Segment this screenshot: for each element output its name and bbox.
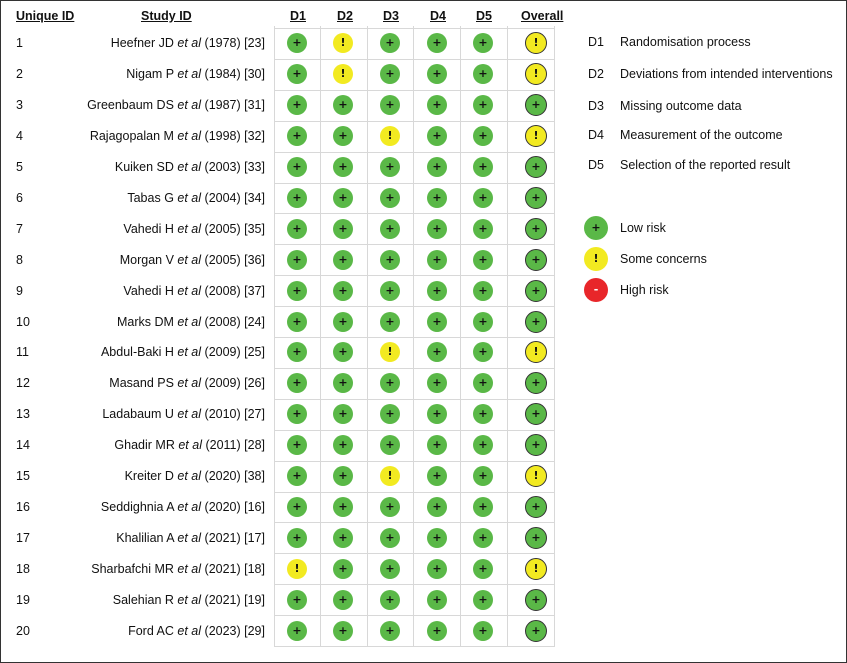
study-etal: et al: [177, 561, 202, 576]
grid-row-line: [274, 90, 554, 91]
unique-id: 12: [16, 376, 30, 391]
grid-row-line: [274, 183, 554, 184]
domain-legend-key: D4: [588, 128, 604, 142]
study-etal: et al: [177, 160, 202, 175]
grid-row-line: [274, 553, 554, 554]
judgement-d1-low: +: [287, 219, 307, 239]
study-etal: et al: [177, 283, 202, 298]
study-author: Salehian R: [112, 592, 174, 607]
study-etal: et al: [177, 623, 202, 638]
grid-row-line: [274, 430, 554, 431]
grid-row-line: [274, 213, 554, 214]
judgement-d3-low: +: [380, 188, 400, 208]
judgement-d1-low: +: [287, 312, 307, 332]
judgement-d4-low: +: [427, 126, 447, 146]
judgement-d3-low: +: [380, 590, 400, 610]
judgement-d5-low: +: [473, 404, 493, 424]
judgement-d3-low: +: [380, 219, 400, 239]
study-id: [128, 624, 265, 638]
study-id: [116, 531, 265, 545]
grid-row-line: [274, 152, 554, 153]
judgement-d4-low: +: [427, 157, 447, 177]
judgement-d3-low: +: [380, 497, 400, 517]
study-author: Kreiter D: [124, 469, 174, 484]
judgement-d1-low: +: [287, 497, 307, 517]
unique-id: 7: [16, 221, 23, 236]
judgement-d3-low: +: [380, 250, 400, 270]
judgement-d4-low: +: [427, 621, 447, 641]
study-etal: et al: [177, 36, 202, 51]
judgement-d2-low: +: [333, 312, 353, 332]
judgement-d3-some: !: [380, 126, 400, 146]
study-author: Nigam P: [126, 67, 174, 82]
judgement-d5-low: +: [473, 497, 493, 517]
judgement-d5-low: +: [473, 435, 493, 455]
study-author: Rajagopalan M: [89, 129, 174, 144]
judgement-d2-low: +: [333, 157, 353, 177]
grid-row-line: [274, 275, 554, 276]
judgement-d1-some: !: [287, 559, 307, 579]
study-etal: et al: [177, 129, 202, 144]
unique-id: 16: [16, 499, 30, 514]
study-etal: et al: [177, 252, 202, 267]
study-etal: et al: [177, 499, 202, 514]
domain-legend-label: Deviations from intended interventions: [620, 67, 833, 81]
unique-id: 10: [16, 314, 30, 329]
judgement-d3-low: +: [380, 95, 400, 115]
judgement-overall-low: +: [525, 620, 547, 642]
study-etal: et al: [177, 592, 202, 607]
judgement-d2-low: +: [333, 621, 353, 641]
judgement-d3-low: +: [380, 64, 400, 84]
study-year-ref: (2021) [18]: [204, 561, 265, 576]
judgement-d2-some: !: [333, 33, 353, 53]
legend-high-icon: -: [584, 278, 608, 302]
legend-low-icon: +: [584, 216, 608, 240]
study-year-ref: (2003) [33]: [204, 160, 265, 175]
judgement-d3-low: +: [380, 312, 400, 332]
judgement-d5-low: +: [473, 157, 493, 177]
study-id: [102, 407, 265, 421]
header-d1: D1: [290, 9, 306, 23]
grid-row-line: [274, 522, 554, 523]
study-year-ref: (2021) [19]: [204, 592, 265, 607]
study-year-ref: (2009) [26]: [204, 376, 265, 391]
judgement-overall-some: !: [525, 63, 547, 85]
study-author: Khalilian A: [116, 530, 174, 545]
judgement-overall-some: !: [525, 125, 547, 147]
study-author: Ghadir MR: [114, 438, 175, 453]
grid-row-line: [274, 368, 554, 369]
unique-id: 18: [16, 561, 30, 576]
judgement-d1-low: +: [287, 33, 307, 53]
judgement-d4-low: +: [427, 342, 447, 362]
study-etal: et al: [177, 469, 202, 484]
judgement-overall-some: !: [525, 558, 547, 580]
judgement-d1-low: +: [287, 126, 307, 146]
grid-row-line: [274, 244, 554, 245]
judgement-d2-low: +: [333, 281, 353, 301]
study-id: [127, 191, 265, 205]
study-etal: et al: [177, 345, 202, 360]
header-unique-id: Unique ID: [16, 9, 75, 23]
domain-legend-key: D1: [588, 35, 604, 49]
study-etal: et al: [177, 190, 202, 205]
judgement-d5-low: +: [473, 559, 493, 579]
judgement-overall-low: +: [525, 434, 547, 456]
study-author: Kuiken SD: [114, 160, 174, 175]
judgement-d4-low: +: [427, 188, 447, 208]
judgement-overall-low: +: [525, 156, 547, 178]
judgement-d1-low: +: [287, 95, 307, 115]
domain-legend-key: D5: [588, 158, 604, 172]
header-d5: D5: [476, 9, 492, 23]
judgement-d4-low: +: [427, 559, 447, 579]
unique-id: 8: [16, 252, 23, 267]
judgement-d3-low: +: [380, 559, 400, 579]
study-id: [109, 376, 265, 390]
domain-legend-label: Measurement of the outcome: [620, 128, 783, 142]
study-author: Ladabaum U: [102, 407, 174, 422]
judgement-d2-low: +: [333, 250, 353, 270]
study-author: Sharbafchi MR: [91, 561, 174, 576]
study-etal: et al: [177, 376, 202, 391]
judgement-d5-low: +: [473, 250, 493, 270]
unique-id: 13: [16, 407, 30, 422]
study-id: [126, 67, 265, 81]
judgement-d2-low: +: [333, 590, 353, 610]
judgement-d5-low: +: [473, 188, 493, 208]
judgement-overall-low: +: [525, 280, 547, 302]
judgement-overall-low: +: [525, 589, 547, 611]
judgement-d3-low: +: [380, 435, 400, 455]
judgement-d4-low: +: [427, 373, 447, 393]
study-author: Morgan V: [119, 252, 174, 267]
study-id: [90, 129, 265, 143]
judgement-d5-low: +: [473, 466, 493, 486]
unique-id: 11: [16, 345, 29, 360]
judgement-d1-low: +: [287, 373, 307, 393]
study-id: [117, 315, 265, 329]
judgement-d4-low: +: [427, 64, 447, 84]
judgement-d1-low: +: [287, 528, 307, 548]
study-year-ref: (2020) [38]: [204, 469, 265, 484]
judgement-d1-low: +: [287, 590, 307, 610]
judgement-d5-low: +: [473, 528, 493, 548]
judgement-overall-some: !: [525, 465, 547, 487]
unique-id: 3: [16, 98, 23, 113]
judgement-d1-low: +: [287, 621, 307, 641]
judgement-overall-low: +: [525, 249, 547, 271]
unique-id: 2: [16, 67, 23, 82]
judgement-d3-some: !: [380, 342, 400, 362]
study-etal: et al: [177, 530, 202, 545]
judgement-d3-low: +: [380, 528, 400, 548]
judgement-d1-low: +: [287, 157, 307, 177]
judgement-d2-low: +: [333, 528, 353, 548]
study-id: [91, 562, 265, 576]
judgement-overall-low: +: [525, 403, 547, 425]
judgement-d2-low: +: [333, 95, 353, 115]
study-year-ref: (2008) [37]: [204, 283, 265, 298]
study-etal: et al: [177, 98, 202, 113]
judgement-overall-low: +: [525, 187, 547, 209]
unique-id: 17: [16, 530, 30, 545]
judgement-d5-low: +: [473, 33, 493, 53]
judgement-d3-some: !: [380, 466, 400, 486]
study-author: Vahedi H: [123, 221, 174, 236]
study-id: [123, 284, 265, 298]
study-id: [113, 593, 265, 607]
domain-legend-label: Selection of the reported result: [620, 158, 791, 172]
study-author: Tabas G: [127, 190, 174, 205]
judgement-d2-low: +: [333, 404, 353, 424]
judgement-d5-low: +: [473, 64, 493, 84]
study-id: [120, 253, 265, 267]
legend-some-label: Some concerns: [620, 252, 707, 266]
judgement-d1-low: +: [287, 64, 307, 84]
judgement-d4-low: +: [427, 528, 447, 548]
judgement-overall-low: +: [525, 311, 547, 333]
study-id: [101, 500, 265, 514]
grid-column-line: [554, 26, 555, 647]
judgement-d1-low: +: [287, 188, 307, 208]
judgement-d4-low: +: [427, 250, 447, 270]
judgement-d1-low: +: [287, 250, 307, 270]
judgement-d4-low: +: [427, 281, 447, 301]
judgement-d4-low: +: [427, 435, 447, 455]
unique-id: 6: [16, 190, 23, 205]
legend-high-label: High risk: [620, 283, 669, 297]
legend-some-icon: !: [584, 247, 608, 271]
study-id: [114, 438, 265, 452]
study-year-ref: (2011) [28]: [205, 438, 265, 453]
study-year-ref: (2021) [17]: [204, 530, 265, 545]
judgement-d3-low: +: [380, 621, 400, 641]
study-id: [101, 345, 265, 359]
domain-legend-label: Missing outcome data: [620, 99, 742, 113]
grid-row-line: [274, 399, 554, 400]
judgement-d4-low: +: [427, 590, 447, 610]
judgement-d1-low: +: [287, 281, 307, 301]
study-author: Greenbaum DS: [87, 98, 174, 113]
judgement-d2-low: +: [333, 559, 353, 579]
study-year-ref: (2005) [35]: [204, 221, 265, 236]
unique-id: 15: [16, 469, 30, 484]
unique-id: 19: [16, 592, 30, 607]
grid-row-line: [274, 306, 554, 307]
domain-legend-key: D3: [588, 99, 604, 113]
study-id: [115, 160, 265, 174]
study-etal: et al: [177, 67, 202, 82]
judgement-d5-low: +: [473, 373, 493, 393]
grid-row-line: [274, 121, 554, 122]
unique-id: 1: [16, 36, 23, 51]
grid-row-line: [274, 584, 554, 585]
study-author: Ford AC: [128, 623, 174, 638]
unique-id: 9: [16, 283, 23, 298]
grid-row-line: [274, 615, 554, 616]
study-id: [87, 98, 265, 112]
judgement-overall-low: +: [525, 94, 547, 116]
study-id: [123, 222, 265, 236]
study-author: Masand PS: [109, 376, 174, 391]
judgement-d4-low: +: [427, 404, 447, 424]
study-author: Marks DM: [116, 314, 174, 329]
study-id: [125, 469, 265, 483]
judgement-d5-low: +: [473, 312, 493, 332]
header-d3: D3: [383, 9, 399, 23]
judgement-d1-low: +: [287, 404, 307, 424]
study-etal: et al: [177, 407, 202, 422]
study-etal: et al: [178, 438, 202, 453]
study-author: Vahedi H: [123, 283, 174, 298]
study-author: Heefner JD: [110, 36, 174, 51]
judgement-d5-low: +: [473, 219, 493, 239]
judgement-d2-low: +: [333, 497, 353, 517]
judgement-d4-low: +: [427, 95, 447, 115]
judgement-d3-low: +: [380, 281, 400, 301]
study-year-ref: (2004) [34]: [204, 190, 265, 205]
header-overall: Overall: [521, 9, 564, 23]
judgement-d2-low: +: [333, 219, 353, 239]
judgement-d2-low: +: [333, 373, 353, 393]
judgement-d2-some: !: [333, 64, 353, 84]
judgement-d5-low: +: [473, 95, 493, 115]
grid-row-line: [274, 59, 554, 60]
judgement-d1-low: +: [287, 435, 307, 455]
judgement-d5-low: +: [473, 126, 493, 146]
grid-row-line: [274, 492, 554, 493]
study-etal: et al: [177, 314, 202, 329]
judgement-d3-low: +: [380, 33, 400, 53]
header-d4: D4: [430, 9, 446, 23]
judgement-d5-low: +: [473, 590, 493, 610]
study-etal: et al: [177, 221, 202, 236]
header-d2: D2: [337, 9, 353, 23]
grid-row-line: [274, 646, 554, 647]
judgement-d5-low: +: [473, 342, 493, 362]
grid-row-line: [274, 337, 554, 338]
judgement-d4-low: +: [427, 497, 447, 517]
judgement-d2-low: +: [333, 435, 353, 455]
study-year-ref: (1998) [32]: [204, 129, 265, 144]
unique-id: 5: [16, 160, 23, 175]
judgement-overall-low: +: [525, 527, 547, 549]
judgement-d5-low: +: [473, 621, 493, 641]
judgement-d2-low: +: [333, 188, 353, 208]
study-author: Abdul-Baki H: [100, 345, 174, 360]
judgement-overall-low: +: [525, 496, 547, 518]
study-year-ref: (2023) [29]: [204, 623, 265, 638]
judgement-d5-low: +: [473, 281, 493, 301]
judgement-overall-low: +: [525, 218, 547, 240]
judgement-d4-low: +: [427, 33, 447, 53]
study-year-ref: (2005) [36]: [204, 252, 265, 267]
judgement-d4-low: +: [427, 466, 447, 486]
domain-legend-key: D2: [588, 67, 604, 81]
study-year-ref: (2010) [27]: [204, 407, 265, 422]
study-year-ref: (1984) [30]: [204, 67, 265, 82]
study-year-ref: (2009) [25]: [204, 345, 265, 360]
judgement-d2-low: +: [333, 466, 353, 486]
header-study-id: Study ID: [141, 9, 192, 23]
judgement-d3-low: +: [380, 157, 400, 177]
judgement-d2-low: +: [333, 342, 353, 362]
study-year-ref: (1978) [23]: [204, 36, 265, 51]
study-author: Seddighnia A: [100, 499, 174, 514]
grid-row-line: [274, 461, 554, 462]
judgement-overall-some: !: [525, 32, 547, 54]
study-id: [111, 36, 265, 50]
judgement-d2-low: +: [333, 126, 353, 146]
unique-id: 4: [16, 129, 23, 144]
study-year-ref: (2020) [16]: [204, 499, 265, 514]
unique-id: 20: [16, 623, 30, 638]
judgement-d1-low: +: [287, 466, 307, 486]
unique-id: 14: [16, 438, 30, 453]
judgement-d4-low: +: [427, 312, 447, 332]
study-year-ref: (2008) [24]: [204, 314, 265, 329]
judgement-d4-low: +: [427, 219, 447, 239]
judgement-d3-low: +: [380, 373, 400, 393]
study-year-ref: (1987) [31]: [204, 98, 265, 113]
legend-low-label: Low risk: [620, 221, 666, 235]
judgement-overall-some: !: [525, 341, 547, 363]
judgement-d1-low: +: [287, 342, 307, 362]
domain-legend-label: Randomisation process: [620, 35, 751, 49]
grid-row-line: [274, 28, 554, 29]
judgement-overall-low: +: [525, 372, 547, 394]
judgement-d3-low: +: [380, 404, 400, 424]
